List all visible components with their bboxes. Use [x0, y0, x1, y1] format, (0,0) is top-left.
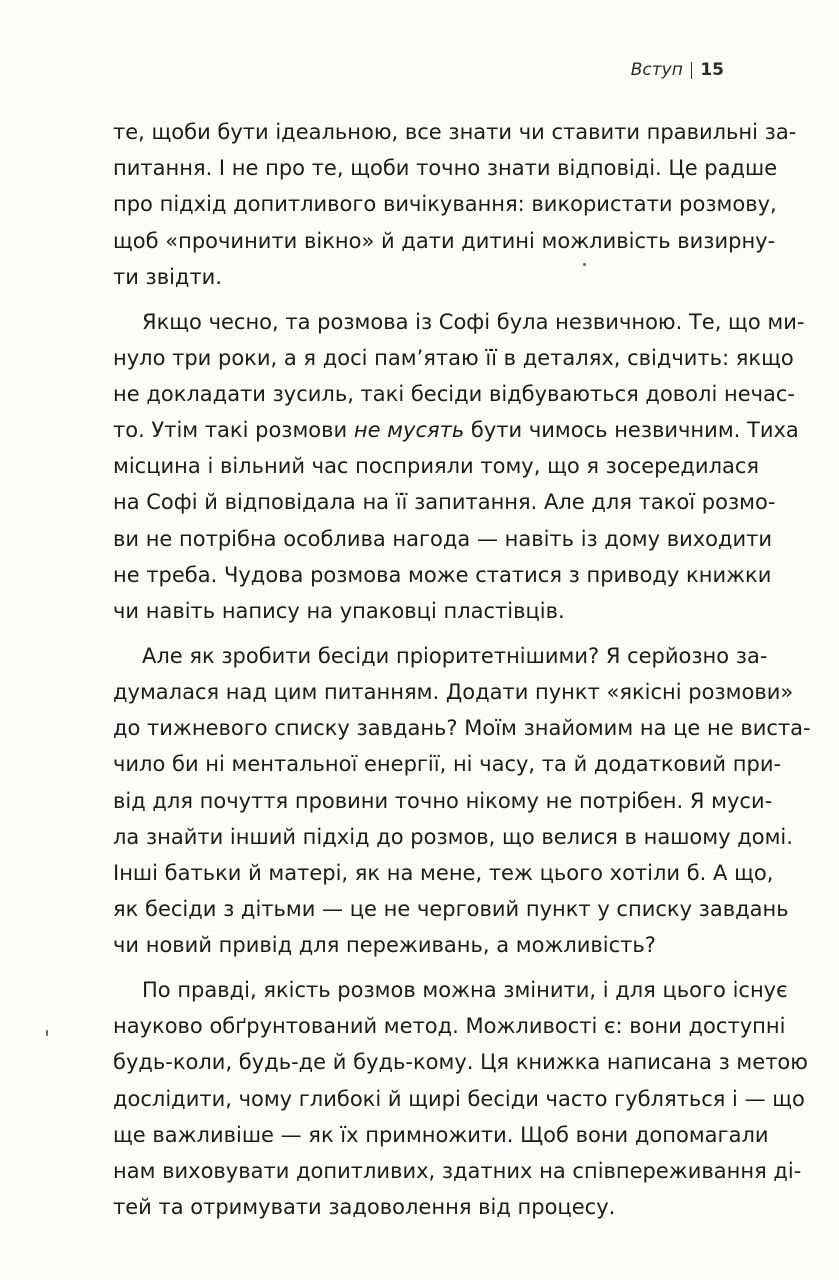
text-line: до тижневого списку завдань? Моїм знайомим на це не виста- — [113, 716, 811, 741]
text-line: чи новий привід для переживань, а можливість? — [113, 933, 656, 958]
running-header — [631, 60, 724, 80]
paragraph — [113, 304, 805, 630]
text-line: тей та отримувати задоволення від процесу. — [113, 1195, 616, 1220]
text-line: дослідити, чому глибокі й щирі бесіди часто губляться і — що — [113, 1086, 805, 1111]
text-line: питання. І не про те, щоби точно знати відповіді. Це радше — [113, 156, 778, 181]
text-line: ви не потрібна особлива нагода — навіть із дому виходити — [113, 526, 773, 551]
text-line: чило би ні ментальної енергії, ні часу, та й додатковий при- — [113, 752, 782, 777]
text-line: думалася над цим питанням. Додати пункт «якісні розмови» — [113, 680, 794, 704]
paragraph — [113, 114, 797, 295]
paragraph — [113, 972, 808, 1225]
text-line: Інші батьки й матері, як на мене, теж цього хотіли б. А що, — [113, 860, 774, 885]
text-line: то. Утім такі розмови не мусять бути чимось незвичним. Тиха — [113, 418, 799, 443]
paragraph — [113, 638, 811, 964]
text-line: як бесіди з дітьми — це не черговий пункт у списку завдань — [113, 897, 789, 922]
text-line: на Софі й відповідала на її запитання. Але для такої розмо- — [113, 490, 776, 515]
text-line: те, щоби бути ідеальною, все знати чи ставити правильні за- — [113, 120, 797, 144]
scan-speck — [583, 263, 586, 266]
header-separator — [691, 62, 693, 79]
text-line: від для почуття провини точно нікому не потрібен. Я муси- — [113, 788, 773, 813]
text-line: Якщо чесно, та розмова із Софі була незвичною. Те, що ми- — [142, 309, 805, 334]
text-line: ла знайти інший підхід до розмов, що велися в нашому домі. — [113, 824, 793, 849]
text-line: щоб «прочинити вікно» й дати дитині можливість визирну- — [113, 228, 776, 253]
page-number: 15 — [700, 60, 724, 80]
text-line: про підхід допитливого вичікування: використати розмову, — [113, 192, 777, 217]
text-line: ти звідти. — [113, 264, 223, 289]
text-line: ще важливіше — як їх примножити. Щоб вони допомагали — [113, 1122, 769, 1147]
text-line: не треба. Чудова розмова може статися з приводу книжки — [113, 562, 772, 587]
text-line: нам виховувати допитливих, здатних на співпереживання ді- — [113, 1159, 802, 1184]
scan-speck — [46, 1030, 48, 1036]
text-line: По правді, якість розмов можна змінити, і для цього існує — [142, 978, 788, 1003]
text-line: нуло три роки, а я досі пам’ятаю її в деталях, свідчить: якщо — [113, 345, 794, 370]
text-line: Але як зробити бесіди пріоритетнішими? Я серйозно за- — [142, 643, 768, 668]
section-title: Вступ — [630, 60, 683, 80]
text-line: місцина і вільний час посприяли тому, що я зосередилася — [113, 454, 760, 479]
text-line: будь-коли, будь-де й будь-кому. Ця книжка написана з метою — [113, 1050, 808, 1075]
text-line: чи навіть напису на упаковці пластівців. — [113, 599, 565, 624]
text-line: науково обґрунтований метод. Можливості є: вони доступні — [113, 1014, 786, 1039]
body-text — [113, 114, 811, 1225]
emphasis: не мусять — [353, 418, 465, 443]
text-line: не докладати зусиль, такі бесіди відбуваються доволі нечас- — [113, 381, 796, 406]
